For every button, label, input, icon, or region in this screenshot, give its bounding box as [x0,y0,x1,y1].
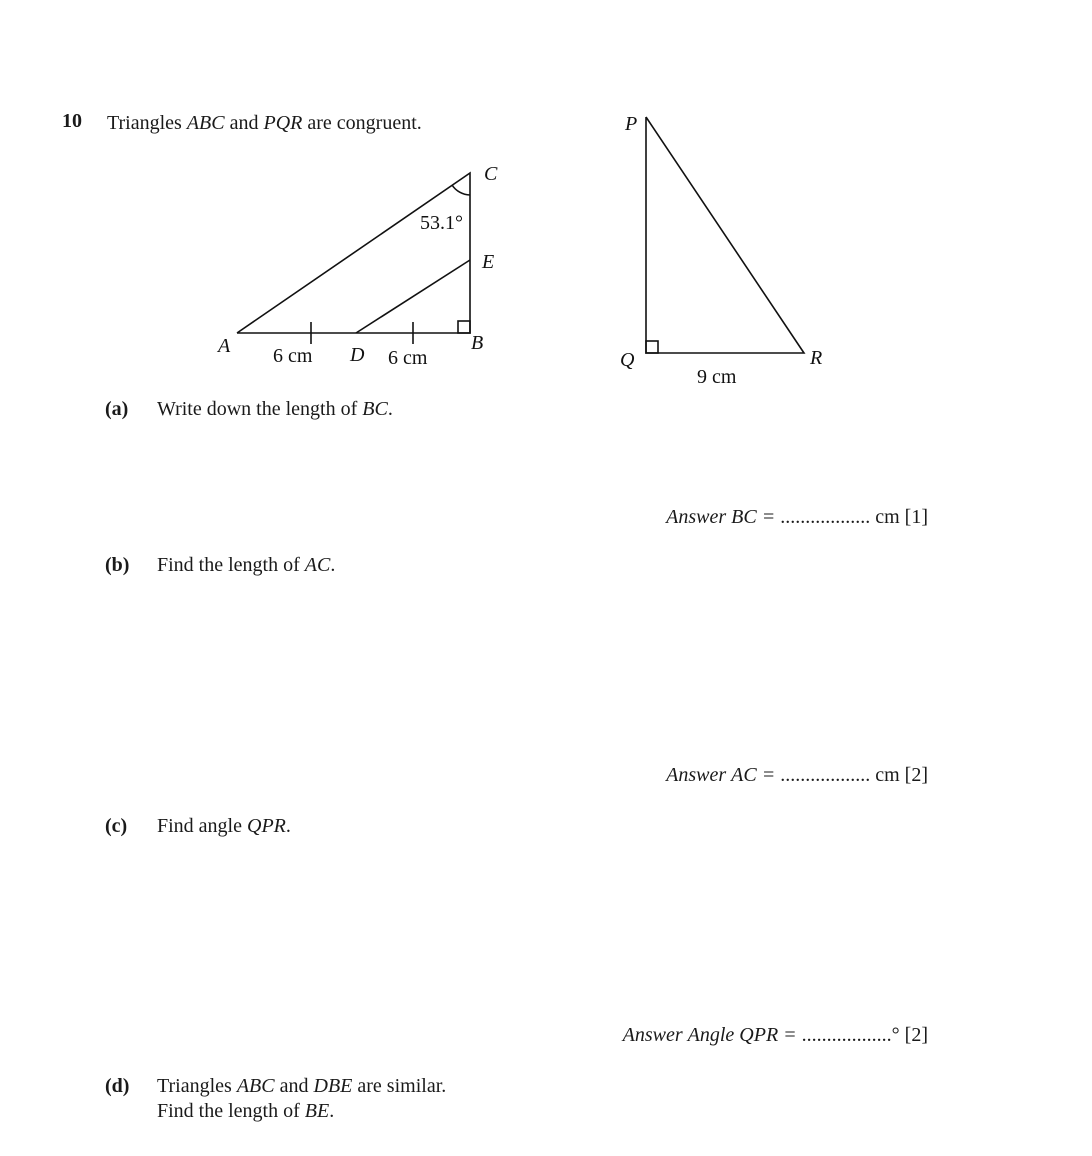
length-db: 6 cm [388,347,428,369]
answer-c-var: Angle QPR = [687,1024,797,1046]
part-d-line1 [157,1075,446,1098]
answer-b-marks: [2] [904,764,928,786]
label-p: P [625,113,638,135]
part-a-text [157,398,393,421]
right-angle-q [646,341,658,353]
part-d-line2-suffix: . [329,1100,335,1122]
answer-c-word: Answer [622,1024,683,1046]
part-d-line2 [157,1100,334,1123]
part-a-prefix: Write down the length of [157,398,358,420]
stem-suffix: are congruent. [307,112,422,134]
stem-prefix: Triangles [107,112,182,134]
answer-a-dots[interactable]: .................. [780,506,871,528]
triangle-pqr-figure [580,100,860,400]
right-angle-b [458,321,470,333]
part-d-var1: ABC [236,1075,275,1097]
triangle-abc-figure [0,0,560,400]
answer-a-word: Answer [666,506,727,528]
triangle-pqr-outline [646,117,804,353]
part-d-and: and [279,1075,309,1097]
part-a-suffix: . [387,398,393,420]
part-d-var2: DBE [313,1075,353,1097]
stem-pqr: PQR [263,112,303,134]
part-c-suffix: . [285,815,291,837]
part-d-label: (d) [105,1075,130,1097]
answer-b-word: Answer [666,764,727,786]
answer-b-unit: cm [875,764,900,786]
triangle-abc-outline [237,173,470,333]
length-ad: 6 cm [273,345,313,367]
label-b: B [471,332,484,354]
part-b-suffix: . [330,554,336,576]
part-c-text [157,815,291,838]
answer-a-var: BC = [731,506,776,528]
answer-b-var: AC = [731,764,776,786]
part-d-line1-suffix: are similar. [357,1075,447,1097]
stem-and: and [229,112,259,134]
part-b-var: AC [304,554,331,576]
part-d-line2-var: BE [304,1100,330,1122]
part-d-line2-prefix: Find the length of [157,1100,300,1122]
part-c-var: QPR [247,815,286,837]
label-d: D [350,344,365,366]
part-b-label: (b) [105,554,130,576]
label-e: E [482,251,495,273]
answer-a-unit: cm [875,506,900,528]
answer-a-marks: [1] [904,506,928,528]
part-b-prefix: Find the length of [157,554,300,576]
label-c: C [484,163,498,185]
answer-c-line [623,1024,928,1047]
angle-c-arc [452,185,470,195]
length-qr: 9 cm [697,366,737,388]
angle-c-value: 53.1° [420,212,463,234]
part-c-label: (c) [105,815,128,837]
answer-b-line [666,764,928,787]
answer-c-marks: [2] [904,1024,928,1046]
label-a: A [218,335,231,357]
label-r: R [810,347,823,369]
part-b-text [157,554,335,577]
label-q: Q [620,349,635,371]
answer-c-unit: ° [891,1024,900,1046]
answer-b-dots[interactable]: .................. [780,764,871,786]
part-a-var: BC [362,398,388,420]
answer-c-dots[interactable]: .................. [801,1024,892,1046]
question-number: 10 [62,110,82,132]
part-c-prefix: Find angle [157,815,242,837]
part-a-label: (a) [105,398,129,420]
answer-a-line [666,506,928,529]
part-d-line1-prefix: Triangles [157,1075,232,1097]
stem-abc: ABC [186,112,225,134]
